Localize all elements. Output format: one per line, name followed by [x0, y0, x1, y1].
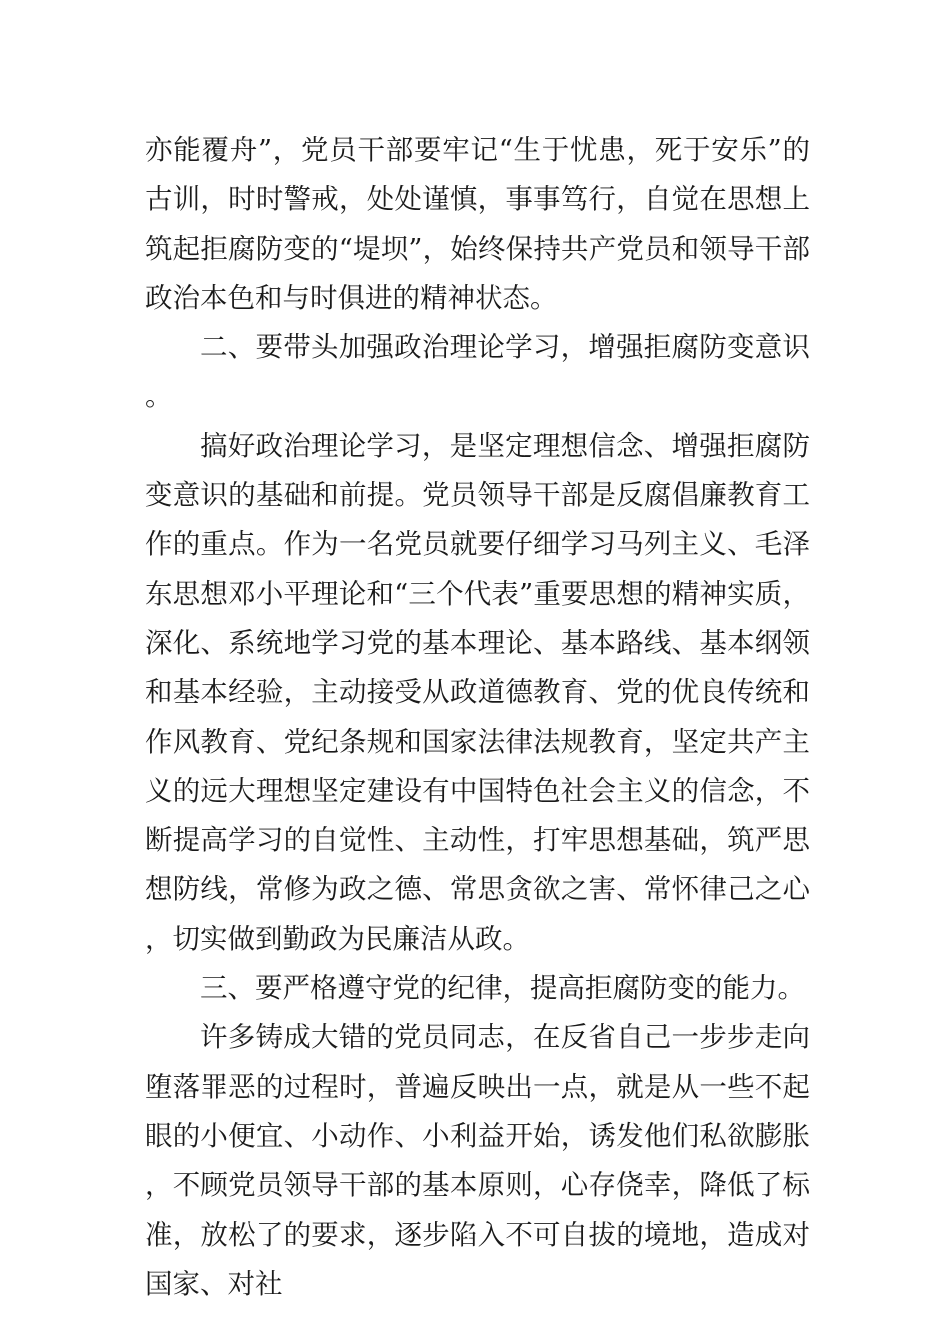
section-heading-3: 三、要严格遵守党的纪律，提高拒腐防变的能力。: [200, 972, 805, 1005]
document-body: [145, 126, 810, 1309]
paragraph-discipline: 许多铸成大错的党员同志，在反省自己一步步走向堕落罪恶的过程时，普遍反映出一点，就是从一些不起眼的小便宜、小动作、小利益开始，诱发他们私欲膨胀，不顾党员领导干部的基本原则，心存侥幸，降低了标准，放松了的要求，逐步陷入不可自拔的境地，造成对国家、对社: [145, 1021, 810, 1300]
section-heading-2: 二、要带头加强政治理论学习，增强拒腐防变意识。: [145, 331, 810, 413]
paragraph-theory-study: 搞好政治理论学习，是坚定理想信念、增强拒腐防变意识的基础和前提。党员领导干部是反腐倡廉教育工作的重点。作为一名党员就要仔细学习马列主义、毛泽东思想邓小平理论和“三个代表”重要思想的精神实质，深化、系统地学习党的基本理论、基本路线、基本纲领和基本经验，主动接受从政道德教育、党的优良传统和作风教育、党纪条规和国家法律法规教育，坚定共产主义的远大理想坚定建设有中国特色社会主义的信念，不断提高学习的自觉性、主动性，打牢思想基础，筑严思想防线，常修为政之德、常思贪欲之害、常怀律己之心，切实做到勤政为民廉洁从政。: [145, 429, 810, 955]
paragraph-continuation: 亦能覆舟”，党员干部要牢记“生于忧患，死于安乐”的古训，时时警戒，处处谨慎，事事笃行，自觉在思想上筑起拒腐防变的“堤坝”，始终保持共产党员和领导干部政治本色和与时俱进的精神状态。: [145, 134, 810, 314]
